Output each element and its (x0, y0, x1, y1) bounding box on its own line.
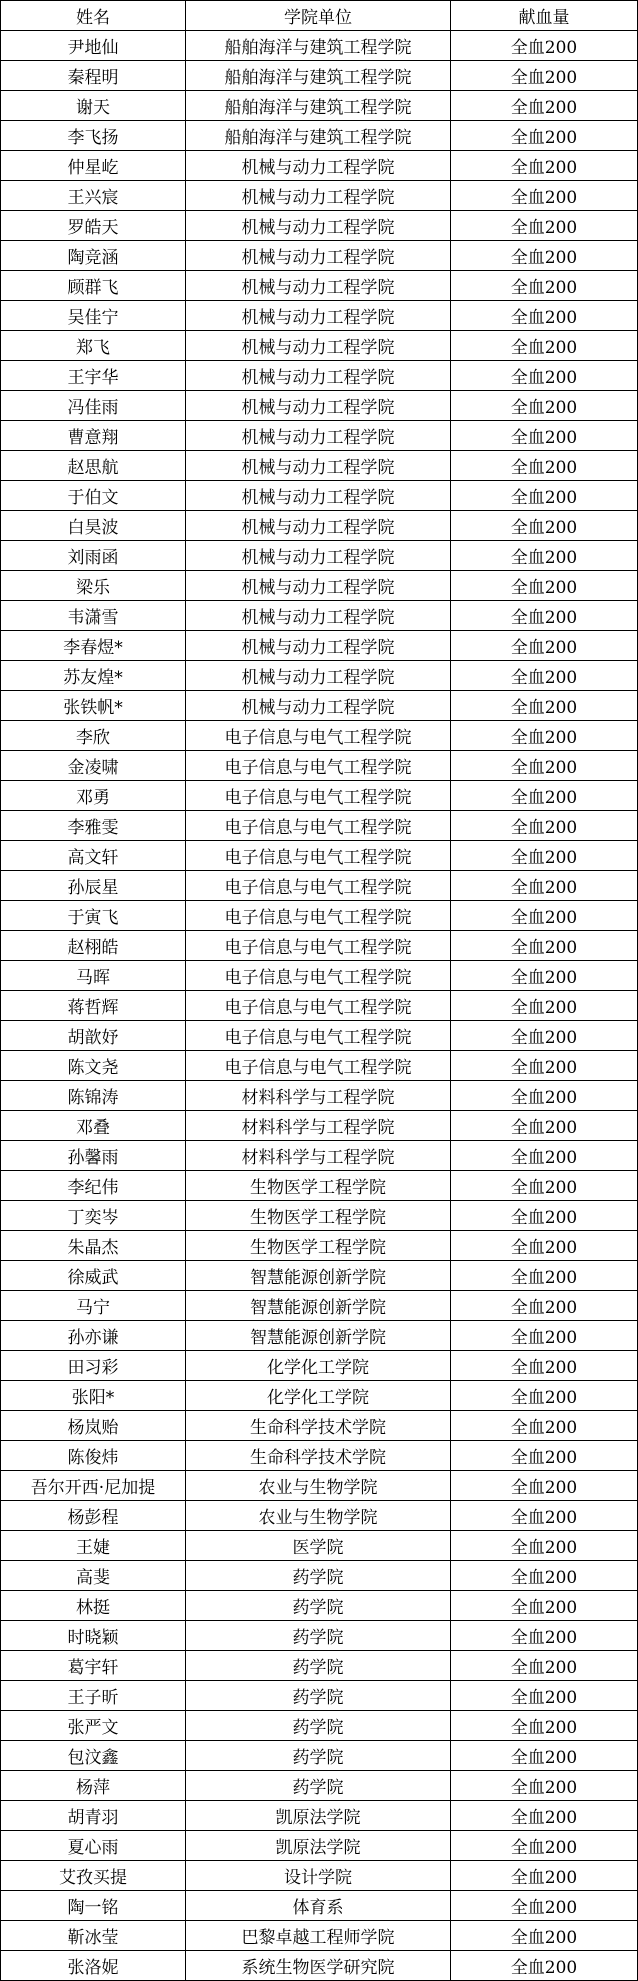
table-row (1, 1081, 638, 1111)
table-row (1, 1771, 638, 1801)
name-cell: 张阳* (1, 1381, 186, 1411)
amount-cell: 全血200 (451, 391, 638, 421)
table-row (1, 361, 638, 391)
amount-cell: 全血200 (451, 1291, 638, 1321)
table-row (1, 1171, 638, 1201)
amount-cell: 全血200 (451, 1831, 638, 1861)
table-row (1, 991, 638, 1021)
table-row (1, 1531, 638, 1561)
amount-cell: 全血200 (451, 1801, 638, 1831)
amount-cell: 全血200 (451, 1051, 638, 1081)
name-cell: 杨萍 (1, 1771, 186, 1801)
college-cell: 凯原法学院 (186, 1801, 451, 1831)
amount-cell: 全血200 (451, 61, 638, 91)
amount-cell: 全血200 (451, 1321, 638, 1351)
table-row (1, 481, 638, 511)
table-row (1, 1801, 638, 1831)
amount-cell: 全血200 (451, 1111, 638, 1141)
header-college: 学院单位 (186, 1, 451, 31)
name-cell: 秦程明 (1, 61, 186, 91)
college-cell: 电子信息与电气工程学院 (186, 721, 451, 751)
college-cell: 机械与动力工程学院 (186, 511, 451, 541)
college-cell: 药学院 (186, 1741, 451, 1771)
college-cell: 生命科学技术学院 (186, 1441, 451, 1471)
table-row (1, 1411, 638, 1441)
table-row (1, 121, 638, 151)
name-cell: 夏心雨 (1, 1831, 186, 1861)
table-row (1, 661, 638, 691)
name-cell: 葛宇轩 (1, 1651, 186, 1681)
amount-cell: 全血200 (451, 331, 638, 361)
college-cell: 系统生物医学研究院 (186, 1951, 451, 1981)
college-cell: 电子信息与电气工程学院 (186, 841, 451, 871)
table-row (1, 1921, 638, 1951)
name-cell: 陈锦涛 (1, 1081, 186, 1111)
name-cell: 刘雨函 (1, 541, 186, 571)
name-cell: 陈文尧 (1, 1051, 186, 1081)
table-row (1, 61, 638, 91)
amount-cell: 全血200 (451, 151, 638, 181)
amount-cell: 全血200 (451, 1531, 638, 1561)
college-cell: 电子信息与电气工程学院 (186, 811, 451, 841)
amount-cell: 全血200 (451, 361, 638, 391)
college-cell: 船舶海洋与建筑工程学院 (186, 61, 451, 91)
name-cell: 高文轩 (1, 841, 186, 871)
amount-cell: 全血200 (451, 121, 638, 151)
amount-cell: 全血200 (451, 631, 638, 661)
name-cell: 韦潇雪 (1, 601, 186, 631)
table-row (1, 211, 638, 241)
table-row (1, 901, 638, 931)
name-cell: 丁奕岑 (1, 1201, 186, 1231)
name-cell: 罗皓天 (1, 211, 186, 241)
table-row (1, 421, 638, 451)
name-cell: 谢天 (1, 91, 186, 121)
table-row (1, 91, 638, 121)
college-cell: 船舶海洋与建筑工程学院 (186, 121, 451, 151)
table-row (1, 151, 638, 181)
table-row (1, 391, 638, 421)
name-cell: 艾孜买提 (1, 1861, 186, 1891)
college-cell: 药学院 (186, 1591, 451, 1621)
college-cell: 生命科学技术学院 (186, 1411, 451, 1441)
college-cell: 药学院 (186, 1681, 451, 1711)
amount-cell: 全血200 (451, 421, 638, 451)
college-cell: 船舶海洋与建筑工程学院 (186, 31, 451, 61)
name-cell: 赵栩皓 (1, 931, 186, 961)
college-cell: 电子信息与电气工程学院 (186, 781, 451, 811)
name-cell: 李雅雯 (1, 811, 186, 841)
college-cell: 电子信息与电气工程学院 (186, 1021, 451, 1051)
table-row (1, 1951, 638, 1981)
college-cell: 凯原法学院 (186, 1831, 451, 1861)
college-cell: 机械与动力工程学院 (186, 301, 451, 331)
amount-cell: 全血200 (451, 211, 638, 241)
amount-cell: 全血200 (451, 991, 638, 1021)
name-cell: 金凌啸 (1, 751, 186, 781)
college-cell: 体育系 (186, 1891, 451, 1921)
table-row (1, 1231, 638, 1261)
name-cell: 孙亦谦 (1, 1321, 186, 1351)
amount-cell: 全血200 (451, 751, 638, 781)
table-row (1, 181, 638, 211)
college-cell: 材料科学与工程学院 (186, 1141, 451, 1171)
amount-cell: 全血200 (451, 511, 638, 541)
amount-cell: 全血200 (451, 661, 638, 691)
header-row (1, 1, 638, 31)
amount-cell: 全血200 (451, 451, 638, 481)
name-cell: 田习彩 (1, 1351, 186, 1381)
amount-cell: 全血200 (451, 1681, 638, 1711)
table-row (1, 601, 638, 631)
college-cell: 机械与动力工程学院 (186, 451, 451, 481)
amount-cell: 全血200 (451, 1471, 638, 1501)
amount-cell: 全血200 (451, 1921, 638, 1951)
table-row (1, 1831, 638, 1861)
amount-cell: 全血200 (451, 811, 638, 841)
college-cell: 电子信息与电气工程学院 (186, 1051, 451, 1081)
college-cell: 电子信息与电气工程学院 (186, 931, 451, 961)
name-cell: 靳冰莹 (1, 1921, 186, 1951)
table-row (1, 1501, 638, 1531)
college-cell: 设计学院 (186, 1861, 451, 1891)
college-cell: 机械与动力工程学院 (186, 181, 451, 211)
college-cell: 机械与动力工程学院 (186, 631, 451, 661)
amount-cell: 全血200 (451, 1501, 638, 1531)
amount-cell: 全血200 (451, 1381, 638, 1411)
table-row (1, 1201, 638, 1231)
amount-cell: 全血200 (451, 31, 638, 61)
table-row (1, 1441, 638, 1471)
name-cell: 梁乐 (1, 571, 186, 601)
amount-cell: 全血200 (451, 961, 638, 991)
name-cell: 赵思航 (1, 451, 186, 481)
amount-cell: 全血200 (451, 1141, 638, 1171)
college-cell: 机械与动力工程学院 (186, 571, 451, 601)
table-row (1, 1651, 638, 1681)
table-row (1, 1381, 638, 1411)
college-cell: 药学院 (186, 1561, 451, 1591)
college-cell: 农业与生物学院 (186, 1471, 451, 1501)
college-cell: 机械与动力工程学院 (186, 481, 451, 511)
amount-cell: 全血200 (451, 1861, 638, 1891)
college-cell: 机械与动力工程学院 (186, 271, 451, 301)
name-cell: 陶竞涵 (1, 241, 186, 271)
table-row (1, 1141, 638, 1171)
amount-cell: 全血200 (451, 1231, 638, 1261)
college-cell: 机械与动力工程学院 (186, 601, 451, 631)
table-row (1, 631, 638, 661)
college-cell: 材料科学与工程学院 (186, 1081, 451, 1111)
college-cell: 智慧能源创新学院 (186, 1291, 451, 1321)
amount-cell: 全血200 (451, 601, 638, 631)
college-cell: 化学化工学院 (186, 1351, 451, 1381)
table-row (1, 1741, 638, 1771)
name-cell: 吴佳宁 (1, 301, 186, 331)
name-cell: 陶一铭 (1, 1891, 186, 1921)
college-cell: 材料科学与工程学院 (186, 1111, 451, 1141)
table-row (1, 1891, 638, 1921)
name-cell: 尹地仙 (1, 31, 186, 61)
name-cell: 王宇华 (1, 361, 186, 391)
table-row (1, 721, 638, 751)
amount-cell: 全血200 (451, 301, 638, 331)
table-row (1, 1621, 638, 1651)
name-cell: 孙馨雨 (1, 1141, 186, 1171)
name-cell: 蒋哲辉 (1, 991, 186, 1021)
amount-cell: 全血200 (451, 691, 638, 721)
table-row (1, 451, 638, 481)
name-cell: 徐威武 (1, 1261, 186, 1291)
college-cell: 机械与动力工程学院 (186, 211, 451, 241)
amount-cell: 全血200 (451, 1171, 638, 1201)
table-row (1, 331, 638, 361)
amount-cell: 全血200 (451, 1081, 638, 1111)
header-amount: 献血量 (451, 1, 638, 31)
table-row (1, 1861, 638, 1891)
amount-cell: 全血200 (451, 1591, 638, 1621)
name-cell: 马晖 (1, 961, 186, 991)
amount-cell: 全血200 (451, 1891, 638, 1921)
table-row (1, 1021, 638, 1051)
name-cell: 邓勇 (1, 781, 186, 811)
amount-cell: 全血200 (451, 1441, 638, 1471)
college-cell: 电子信息与电气工程学院 (186, 751, 451, 781)
name-cell: 林挺 (1, 1591, 186, 1621)
name-cell: 朱晶杰 (1, 1231, 186, 1261)
college-cell: 机械与动力工程学院 (186, 541, 451, 571)
table-row (1, 871, 638, 901)
name-cell: 仲星屹 (1, 151, 186, 181)
college-cell: 电子信息与电气工程学院 (186, 901, 451, 931)
table-body (1, 31, 638, 1981)
amount-cell: 全血200 (451, 1021, 638, 1051)
name-cell: 包汶鑫 (1, 1741, 186, 1771)
amount-cell: 全血200 (451, 871, 638, 901)
table-row (1, 1321, 638, 1351)
name-cell: 于伯文 (1, 481, 186, 511)
amount-cell: 全血200 (451, 1651, 638, 1681)
table-row (1, 1351, 638, 1381)
college-cell: 机械与动力工程学院 (186, 691, 451, 721)
amount-cell: 全血200 (451, 1261, 638, 1291)
college-cell: 化学化工学院 (186, 1381, 451, 1411)
table-row (1, 931, 638, 961)
table-row (1, 241, 638, 271)
table-row (1, 1111, 638, 1141)
amount-cell: 全血200 (451, 1741, 638, 1771)
name-cell: 张严文 (1, 1711, 186, 1741)
college-cell: 药学院 (186, 1711, 451, 1741)
table-row (1, 691, 638, 721)
amount-cell: 全血200 (451, 841, 638, 871)
college-cell: 电子信息与电气工程学院 (186, 991, 451, 1021)
name-cell: 李飞扬 (1, 121, 186, 151)
college-cell: 机械与动力工程学院 (186, 421, 451, 451)
table-row (1, 1681, 638, 1711)
college-cell: 机械与动力工程学院 (186, 361, 451, 391)
name-cell: 张洛妮 (1, 1951, 186, 1981)
table-row (1, 841, 638, 871)
table-row (1, 271, 638, 301)
college-cell: 生物医学工程学院 (186, 1171, 451, 1201)
college-cell: 机械与动力工程学院 (186, 241, 451, 271)
amount-cell: 全血200 (451, 91, 638, 121)
college-cell: 电子信息与电气工程学院 (186, 961, 451, 991)
college-cell: 生物医学工程学院 (186, 1201, 451, 1231)
amount-cell: 全血200 (451, 901, 638, 931)
amount-cell: 全血200 (451, 1951, 638, 1981)
name-cell: 李欣 (1, 721, 186, 751)
name-cell: 胡青羽 (1, 1801, 186, 1831)
name-cell: 李春煜* (1, 631, 186, 661)
name-cell: 曹意翔 (1, 421, 186, 451)
college-cell: 电子信息与电气工程学院 (186, 871, 451, 901)
table-row (1, 1051, 638, 1081)
amount-cell: 全血200 (451, 1411, 638, 1441)
table-row (1, 811, 638, 841)
amount-cell: 全血200 (451, 481, 638, 511)
name-cell: 马宁 (1, 1291, 186, 1321)
amount-cell: 全血200 (451, 571, 638, 601)
college-cell: 智慧能源创新学院 (186, 1261, 451, 1291)
college-cell: 机械与动力工程学院 (186, 661, 451, 691)
name-cell: 郑飞 (1, 331, 186, 361)
name-cell: 孙辰星 (1, 871, 186, 901)
college-cell: 机械与动力工程学院 (186, 391, 451, 421)
table-row (1, 511, 638, 541)
college-cell: 医学院 (186, 1531, 451, 1561)
name-cell: 杨彭程 (1, 1501, 186, 1531)
name-cell: 王兴宸 (1, 181, 186, 211)
college-cell: 机械与动力工程学院 (186, 331, 451, 361)
name-cell: 王子昕 (1, 1681, 186, 1711)
table-row (1, 1591, 638, 1621)
name-cell: 李纪伟 (1, 1171, 186, 1201)
name-cell: 张铁帆* (1, 691, 186, 721)
table-row (1, 1711, 638, 1741)
table-row (1, 571, 638, 601)
name-cell: 于寅飞 (1, 901, 186, 931)
name-cell: 邓叠 (1, 1111, 186, 1141)
college-cell: 生物医学工程学院 (186, 1231, 451, 1261)
amount-cell: 全血200 (451, 1621, 638, 1651)
table-row (1, 31, 638, 61)
table-row (1, 1261, 638, 1291)
table-row (1, 751, 638, 781)
amount-cell: 全血200 (451, 1201, 638, 1231)
name-cell: 胡歆妤 (1, 1021, 186, 1051)
table-row (1, 301, 638, 331)
table-row (1, 1471, 638, 1501)
amount-cell: 全血200 (451, 1711, 638, 1741)
name-cell: 王婕 (1, 1531, 186, 1561)
name-cell: 高斐 (1, 1561, 186, 1591)
name-cell: 顾群飞 (1, 271, 186, 301)
name-cell: 苏友煌* (1, 661, 186, 691)
amount-cell: 全血200 (451, 1561, 638, 1591)
amount-cell: 全血200 (451, 721, 638, 751)
college-cell: 药学院 (186, 1771, 451, 1801)
name-cell: 时晓颖 (1, 1621, 186, 1651)
college-cell: 农业与生物学院 (186, 1501, 451, 1531)
amount-cell: 全血200 (451, 1351, 638, 1381)
college-cell: 智慧能源创新学院 (186, 1321, 451, 1351)
name-cell: 白昊波 (1, 511, 186, 541)
college-cell: 船舶海洋与建筑工程学院 (186, 91, 451, 121)
header-name: 姓名 (1, 1, 186, 31)
college-cell: 机械与动力工程学院 (186, 151, 451, 181)
table-row (1, 1291, 638, 1321)
amount-cell: 全血200 (451, 181, 638, 211)
amount-cell: 全血200 (451, 271, 638, 301)
name-cell: 吾尔开西·尼加提 (1, 1471, 186, 1501)
amount-cell: 全血200 (451, 1771, 638, 1801)
amount-cell: 全血200 (451, 781, 638, 811)
college-cell: 药学院 (186, 1651, 451, 1681)
table-row (1, 1561, 638, 1591)
college-cell: 药学院 (186, 1621, 451, 1651)
table-row (1, 541, 638, 571)
table-row (1, 781, 638, 811)
table-row (1, 961, 638, 991)
amount-cell: 全血200 (451, 241, 638, 271)
name-cell: 杨岚贻 (1, 1411, 186, 1441)
amount-cell: 全血200 (451, 931, 638, 961)
name-cell: 冯佳雨 (1, 391, 186, 421)
college-cell: 巴黎卓越工程师学院 (186, 1921, 451, 1951)
amount-cell: 全血200 (451, 541, 638, 571)
name-cell: 陈俊炜 (1, 1441, 186, 1471)
